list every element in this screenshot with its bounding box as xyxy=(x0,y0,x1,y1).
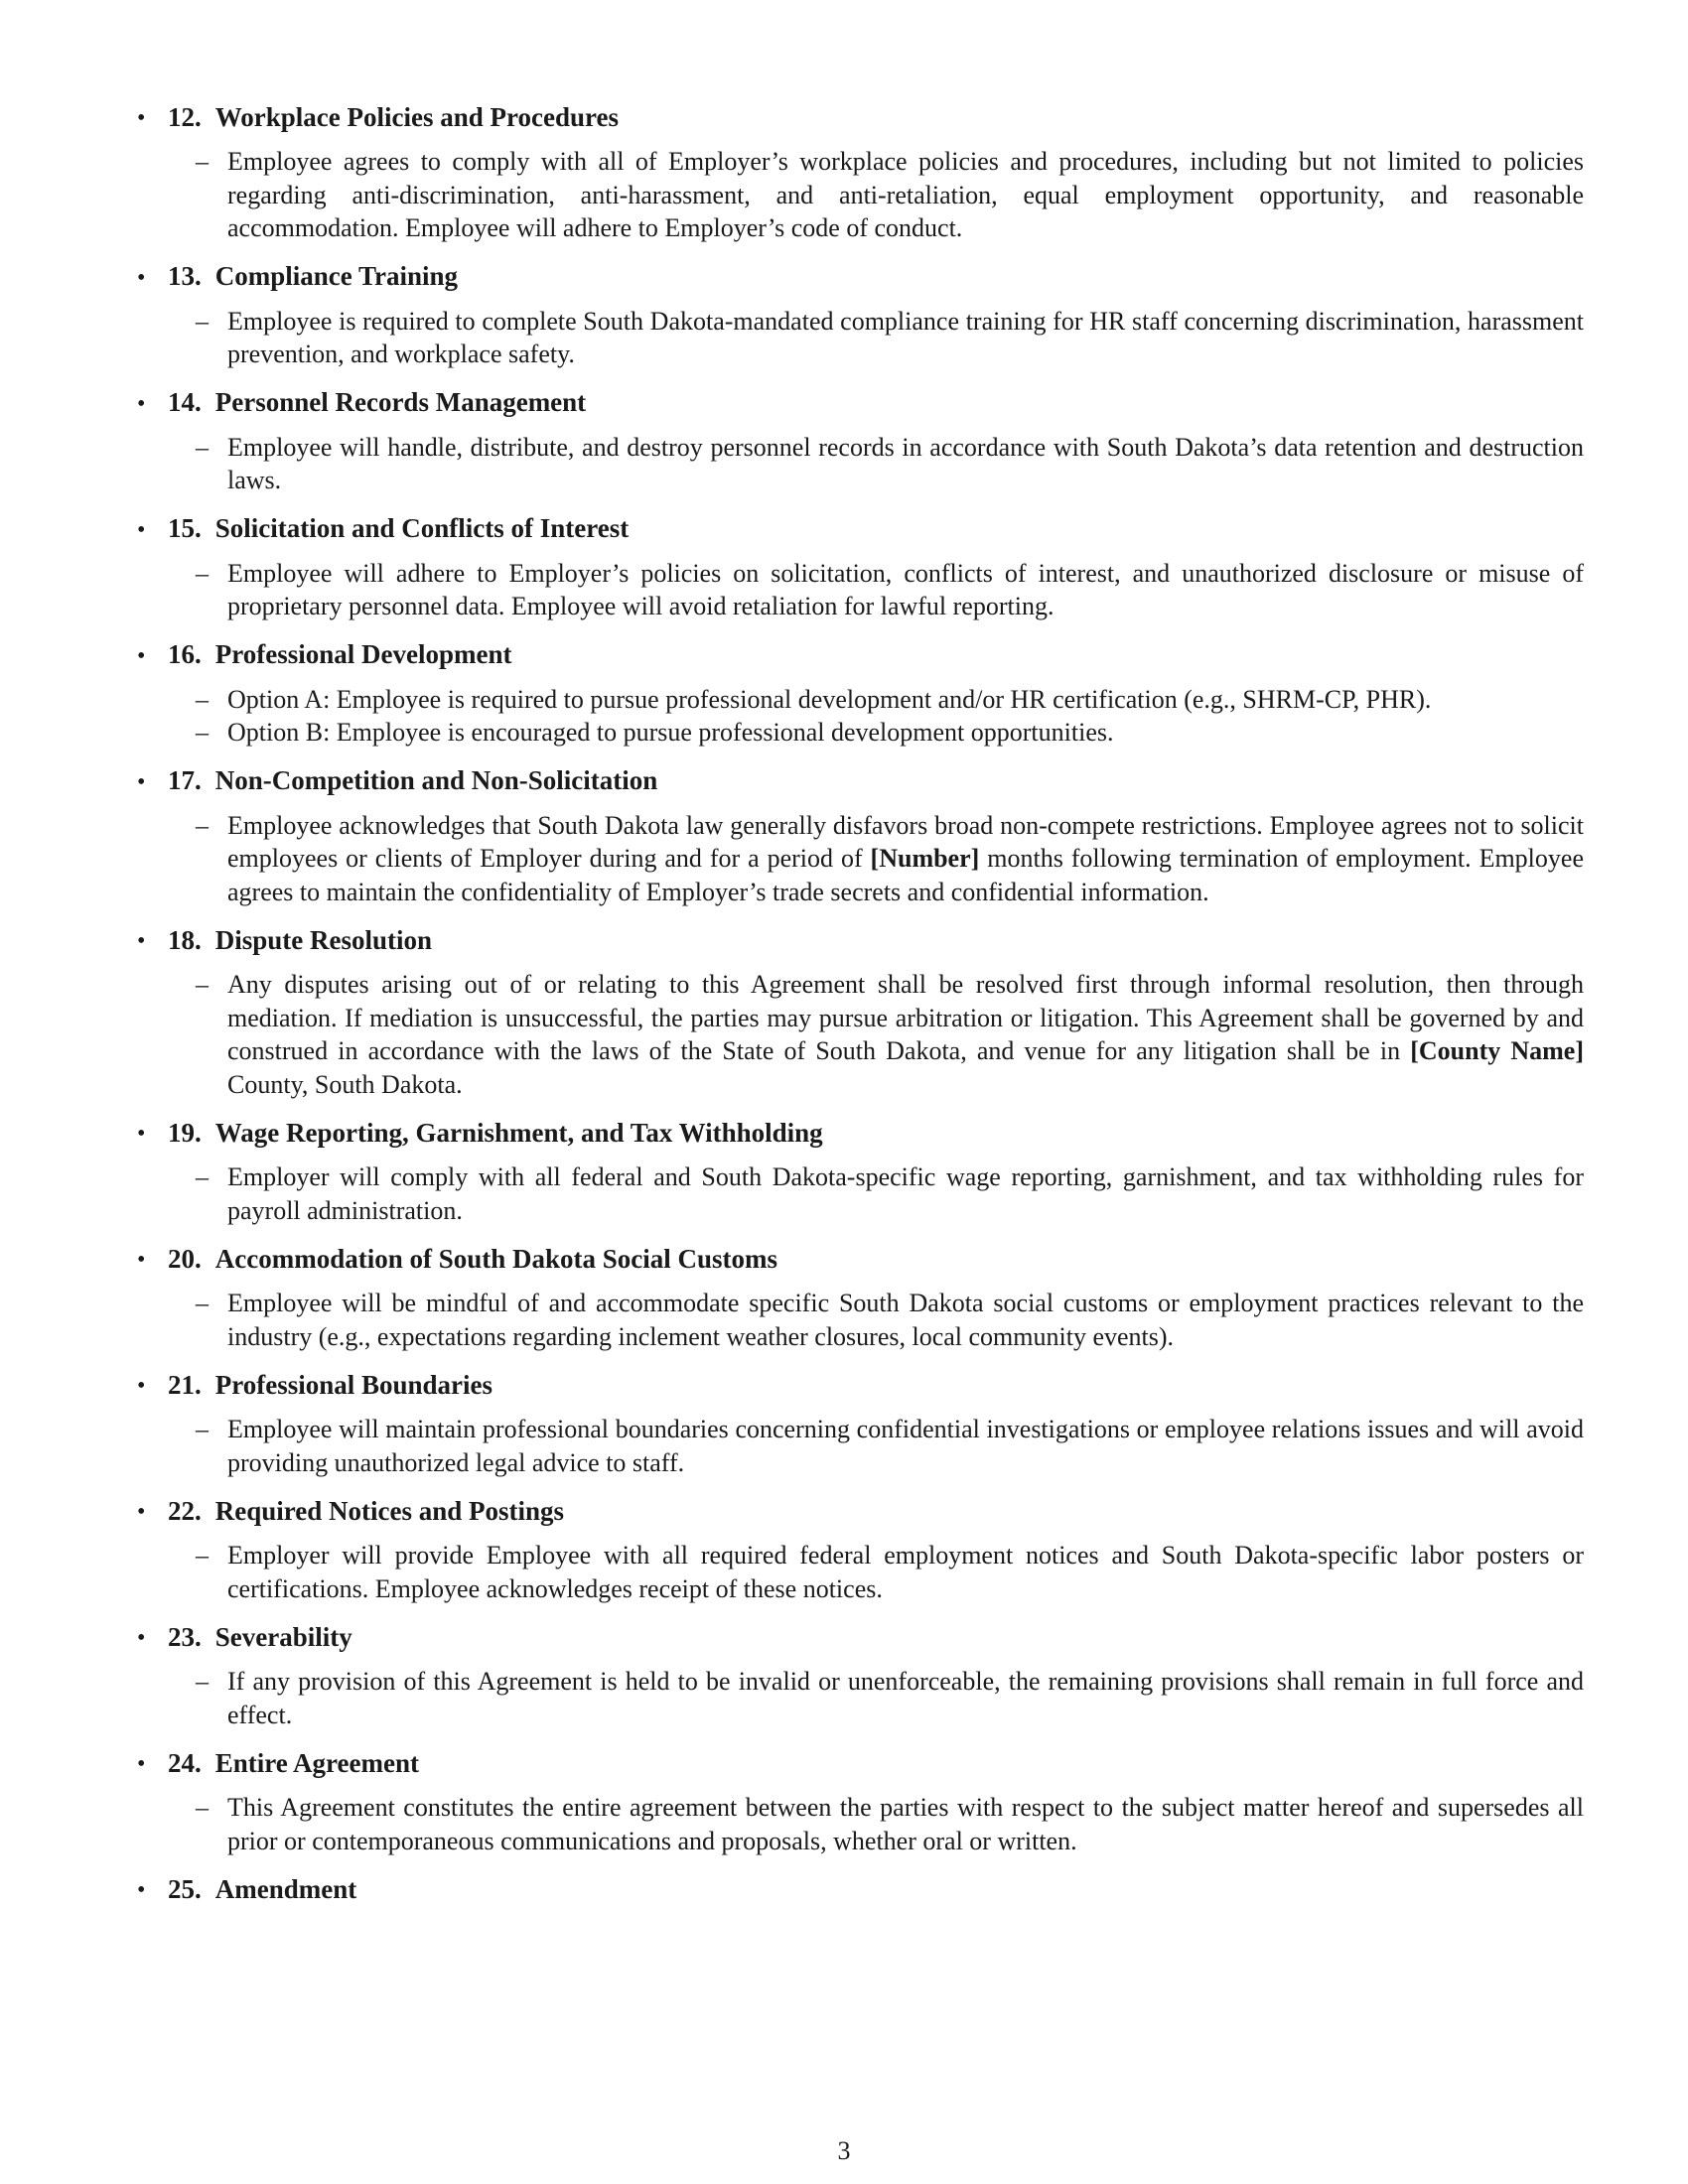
bullet-icon: • xyxy=(137,264,146,291)
section-heading xyxy=(132,1489,1584,1533)
dash-icon: – xyxy=(196,306,209,336)
section-number: 14. xyxy=(168,387,202,417)
bullet-icon: • xyxy=(137,516,146,543)
clause-list xyxy=(132,809,1584,909)
bullet-icon: • xyxy=(137,1373,146,1399)
dash-icon: – xyxy=(196,1415,209,1443)
section-heading xyxy=(132,1363,1584,1407)
section-title: Solicitation and Conflicts of Interest xyxy=(214,513,630,543)
dash-icon: – xyxy=(196,684,209,714)
clause-item xyxy=(132,1413,1584,1479)
section-18 xyxy=(132,918,1584,1101)
bullet-icon: • xyxy=(137,1877,146,1903)
section-title: Personnel Records Management xyxy=(214,387,587,417)
section-number: 13. xyxy=(168,261,202,291)
section-number: 24. xyxy=(168,1747,202,1778)
placeholder-field: [Number] xyxy=(870,844,980,873)
clause-list xyxy=(132,1791,1584,1857)
section-title: Amendment xyxy=(214,1873,357,1904)
clause-text-after: County, South Dakota. xyxy=(227,1069,463,1099)
clause-text: Employer will comply with all federal and South Dakota-specific wage reporting, garnishment, and tax withholding rules for payroll administration. xyxy=(227,1162,1584,1225)
clause-text: Option B: Employee is encouraged to pursue professional development opportunities. xyxy=(227,718,1114,747)
section-heading xyxy=(132,1111,1584,1155)
clause-text: Option A: Employee is required to pursue professional development and/or HR certification (e.g., SHRM-CP, PHR). xyxy=(227,684,1432,714)
clause-text: Employee will be mindful of and accommodate specific South Dakota social customs or employment practices relevant to the industry (e.g., expectations regarding inclement weather closures, local community events). xyxy=(227,1289,1584,1351)
dash-icon: – xyxy=(196,1289,209,1317)
clause-item xyxy=(132,305,1584,371)
clause-text: Employee will maintain professional boundaries concerning confidential investigations or employee relations issues and will avoid providing unauthorized legal advice to staff. xyxy=(227,1415,1584,1477)
bullet-icon: • xyxy=(137,1499,146,1525)
clause-list xyxy=(132,1665,1584,1731)
bullet-icon: • xyxy=(137,1751,146,1777)
dash-icon: – xyxy=(196,558,209,588)
section-title: Non-Competition and Non-Solicitation xyxy=(214,765,658,795)
section-title: Wage Reporting, Garnishment, and Tax Withholding xyxy=(214,1117,823,1148)
section-title: Compliance Training xyxy=(214,261,459,291)
clause-list xyxy=(132,1539,1584,1605)
bullet-icon: • xyxy=(137,768,146,795)
section-21 xyxy=(132,1363,1584,1479)
clause-text-before: Any disputes arising out of or relating to this Agreement shall be resolved first through informal resolution, then through mediation. If mediation is unsuccessful, the parties may pursue arbitration or litigation. This Agreement shall be governed by and construed in accordance with the laws of the State of South Dakota, and venue for any litigation shall be in xyxy=(227,970,1584,1065)
dash-icon: – xyxy=(196,147,209,176)
section-14 xyxy=(132,381,1584,497)
section-heading xyxy=(132,381,1584,425)
section-heading xyxy=(132,918,1584,962)
section-13 xyxy=(132,255,1584,371)
section-title: Professional Boundaries xyxy=(214,1369,493,1400)
clause-text: Employee will handle, distribute, and destroy personnel records in accordance with South Dakota’s data retention and destruction laws. xyxy=(227,432,1584,494)
clause-list xyxy=(132,145,1584,245)
section-number: 20. xyxy=(168,1243,202,1274)
section-number: 25. xyxy=(168,1873,202,1904)
section-title: Professional Development xyxy=(214,639,512,669)
section-17 xyxy=(132,759,1584,909)
section-number: 18. xyxy=(168,924,202,955)
clause-text: If any provision of this Agreement is held to be invalid or unenforceable, the remaining provisions shall remain in full force and effect. xyxy=(227,1667,1584,1729)
section-heading xyxy=(132,1741,1584,1785)
section-number: 19. xyxy=(168,1117,202,1148)
section-heading xyxy=(132,633,1584,677)
bullet-icon: • xyxy=(137,1625,146,1651)
dash-icon: – xyxy=(196,1162,209,1191)
clause-text: Employee will adhere to Employer’s policies on solicitation, conflicts of interest, and unauthorized disclosure or misuse of proprietary personnel data. Employee will avoid retaliation for lawful reporting. xyxy=(227,558,1584,620)
clause-item xyxy=(132,1539,1584,1605)
dash-icon: – xyxy=(196,718,209,747)
clause-item xyxy=(132,557,1584,623)
clause-text: Employee is required to complete South Dakota-mandated compliance training for HR staff concerning discrimination, harassment prevention, and workplace safety. xyxy=(227,306,1584,368)
section-20 xyxy=(132,1237,1584,1353)
section-title: Required Notices and Postings xyxy=(214,1495,565,1526)
bullet-icon: • xyxy=(137,105,146,131)
dash-icon: – xyxy=(196,970,209,999)
clause-item xyxy=(132,431,1584,497)
clause-text-before: Employee acknowledges that South Dakota law generally disfavors broad non-compete restrictions. Employee agrees not to solicit employees or clients of Employer during and for a period of xyxy=(227,810,1584,873)
bullet-icon: • xyxy=(137,1121,146,1147)
bullet-icon: • xyxy=(137,642,146,669)
section-title: Accommodation of South Dakota Social Customs xyxy=(214,1243,778,1274)
clause-text: Employer will provide Employee with all required federal employment notices and South Dakota-specific labor posters or certifications. Employee acknowledges receipt of these notices. xyxy=(227,1541,1584,1603)
placeholder-field: [County Name] xyxy=(1410,1036,1585,1065)
section-heading xyxy=(132,1615,1584,1659)
section-heading xyxy=(132,1237,1584,1281)
clause-item xyxy=(132,968,1584,1101)
clause-item xyxy=(132,1665,1584,1731)
dash-icon: – xyxy=(196,1793,209,1822)
section-list xyxy=(132,95,1584,1921)
clause-list xyxy=(132,431,1584,497)
clause-item xyxy=(132,716,1584,750)
section-22 xyxy=(132,1489,1584,1605)
section-number: 21. xyxy=(168,1369,202,1400)
clause-list xyxy=(132,1413,1584,1479)
section-heading xyxy=(132,507,1584,551)
section-25 xyxy=(132,1867,1584,1911)
clause-item xyxy=(132,145,1584,245)
section-number: 15. xyxy=(168,513,202,543)
bullet-icon: • xyxy=(137,1247,146,1273)
section-heading xyxy=(132,255,1584,299)
dash-icon: – xyxy=(196,1541,209,1570)
clause-item xyxy=(132,809,1584,909)
section-19 xyxy=(132,1111,1584,1227)
section-title: Severability xyxy=(214,1621,352,1652)
section-number: 17. xyxy=(168,765,202,795)
section-number: 12. xyxy=(168,101,202,132)
section-number: 22. xyxy=(168,1495,202,1526)
section-15 xyxy=(132,507,1584,623)
section-16 xyxy=(132,633,1584,750)
dash-icon: – xyxy=(196,810,209,840)
clause-list xyxy=(132,557,1584,623)
clause-item xyxy=(132,1287,1584,1353)
clause-text: Employee agrees to comply with all of Employer’s workplace policies and procedures, including but not limited to policies regarding anti-discrimination, anti-harassment, and anti-retaliation, equal employment opportunity, and reasonable accommodation. Employee will adhere to Employer’s code of conduct. xyxy=(227,147,1584,242)
clause-text: This Agreement constitutes the entire agreement between the parties with respect to the subject matter hereof and supersedes all prior or contemporaneous communications and proposals, whether oral or written. xyxy=(227,1793,1584,1855)
section-heading xyxy=(132,95,1584,139)
section-23 xyxy=(132,1615,1584,1731)
section-number: 16. xyxy=(168,639,202,669)
clause-list xyxy=(132,968,1584,1101)
clause-text-after: months following termination of employment. Employee agrees to maintain the confidentiality of Employer’s trade secrets and confidential information. xyxy=(227,844,1584,906)
clause-list xyxy=(132,1287,1584,1353)
section-title: Entire Agreement xyxy=(214,1747,419,1778)
page-number: 3 xyxy=(837,2136,851,2165)
section-heading xyxy=(132,1867,1584,1911)
dash-icon: – xyxy=(196,1667,209,1696)
clause-list xyxy=(132,305,1584,371)
dash-icon: – xyxy=(196,432,209,462)
section-number: 23. xyxy=(168,1621,202,1652)
clause-list xyxy=(132,1160,1584,1227)
clause-item xyxy=(132,1791,1584,1857)
section-heading xyxy=(132,759,1584,803)
clause-item xyxy=(132,683,1584,717)
clause-list xyxy=(132,683,1584,750)
clause-item xyxy=(132,1160,1584,1227)
section-title: Workplace Policies and Procedures xyxy=(214,101,619,132)
bullet-icon: • xyxy=(137,390,146,417)
section-12 xyxy=(132,95,1584,245)
section-title: Dispute Resolution xyxy=(214,924,433,955)
section-24 xyxy=(132,1741,1584,1857)
bullet-icon: • xyxy=(137,928,146,954)
